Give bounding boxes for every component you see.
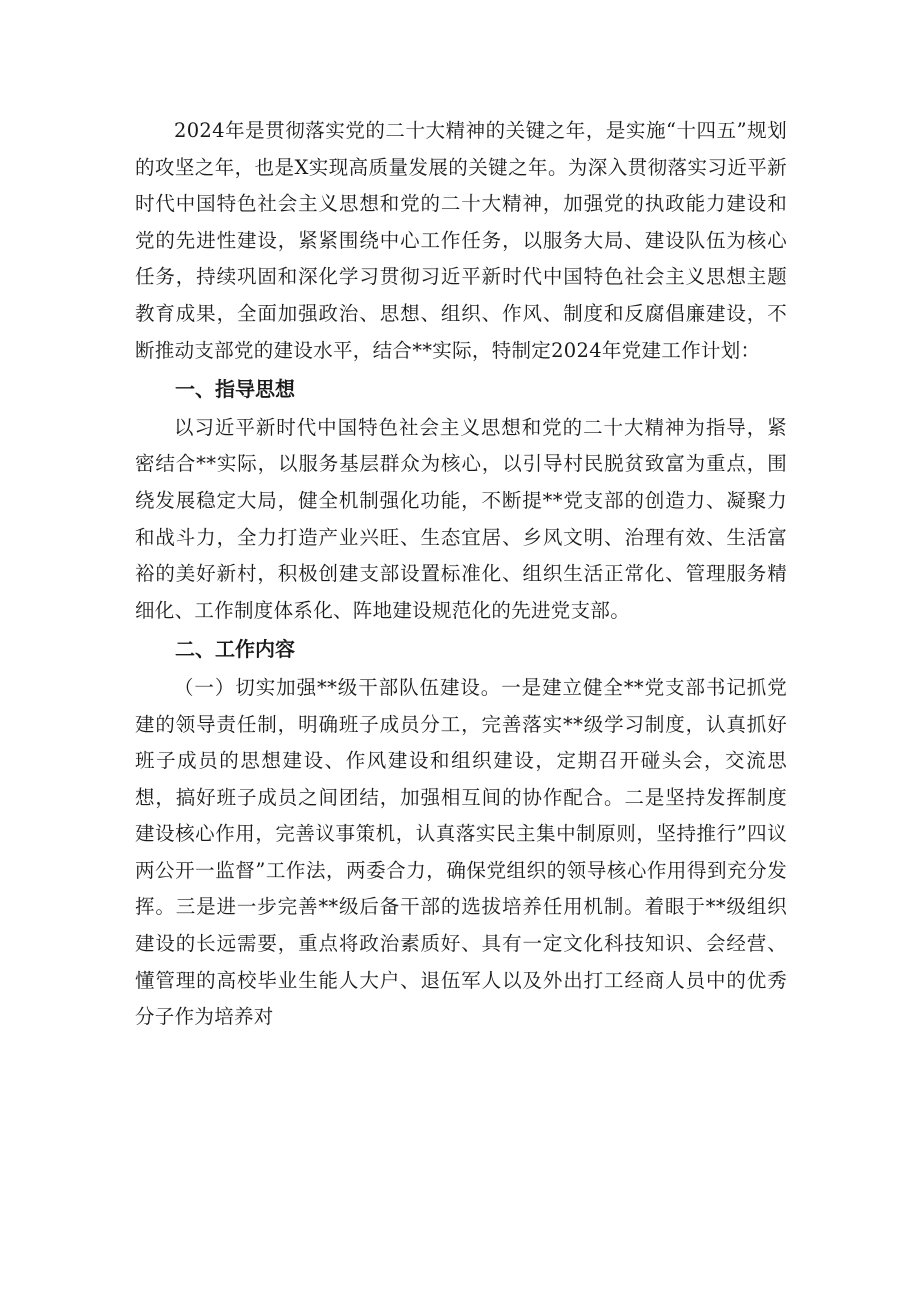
work-content-paragraph: （一）切实加强**级干部队伍建设。一是建立健全**党支部书记抓党建的领导责任制，明确班子成员分工，完善落实**级学习制度，认真抓好班子成员的思想建设、作风建设和组织建设，定期召开碰头会，交流思想，搞好班子成员之间团结，加强相互间的协作配合。二是坚持发挥制度建设核心作用，完善议事策机，认真落实民主集中制原则，坚持推行”四议两公开一监督”工作法，两委合力，确保党组织的领导核心作用得到充分发挥。三是进一步完善**级后备干部的选拔培养任用机制。着眼于**级组织建设的长远需要，重点将政治素质好、具有一定文化科技知识、会经营、懂管理的高校毕业生能人大户、退伍军人以及外出打工经商人员中的优秀分子作为培养对	[135, 675, 787, 1029]
section-heading-work-content: 二、工作内容	[175, 637, 295, 662]
document-body	[135, 113, 787, 1036]
section-heading-guiding-ideology: 一、指导思想	[175, 377, 295, 402]
intro-paragraph: 2024年是贯彻落实党的二十大精神的关键之年，是实施“十四五”规划的攻坚之年，也是X实现高质量发展的关键之年。为深入贯彻落实习近平新时代中国特色社会主义思想和党的二十大精神，加强党的执政能力建设和党的先进性建设，紧紧围绕中心工作任务，以服务大局、建设队伍为核心任务，持续巩固和深化学习贯彻习近平新时代中国特色社会主义思想主题教育成果，全面加强政治、思想、组织、作风、制度和反腐倡廉建设，不断推动支部党的建设水平，结合**实际，特制定2024年党建工作计划：	[135, 119, 787, 362]
guiding-ideology-paragraph: 以习近平新时代中国特色社会主义思想和党的二十大精神为指导，紧密结合**实际，以服务基层群众为核心，以引导村民脱贫致富为重点，围绕发展稳定大局，健全机制强化功能，不断提**党支部的创造力、凝聚力和战斗力，全力打造产业兴旺、生态宜居、乡风文明、治理有效、生活富裕的美好新村，积极创建支部设置标准化、组织生活正常化、管理服务精细化、工作制度体系化、阵地建设规范化的先进党支部。	[135, 415, 787, 622]
